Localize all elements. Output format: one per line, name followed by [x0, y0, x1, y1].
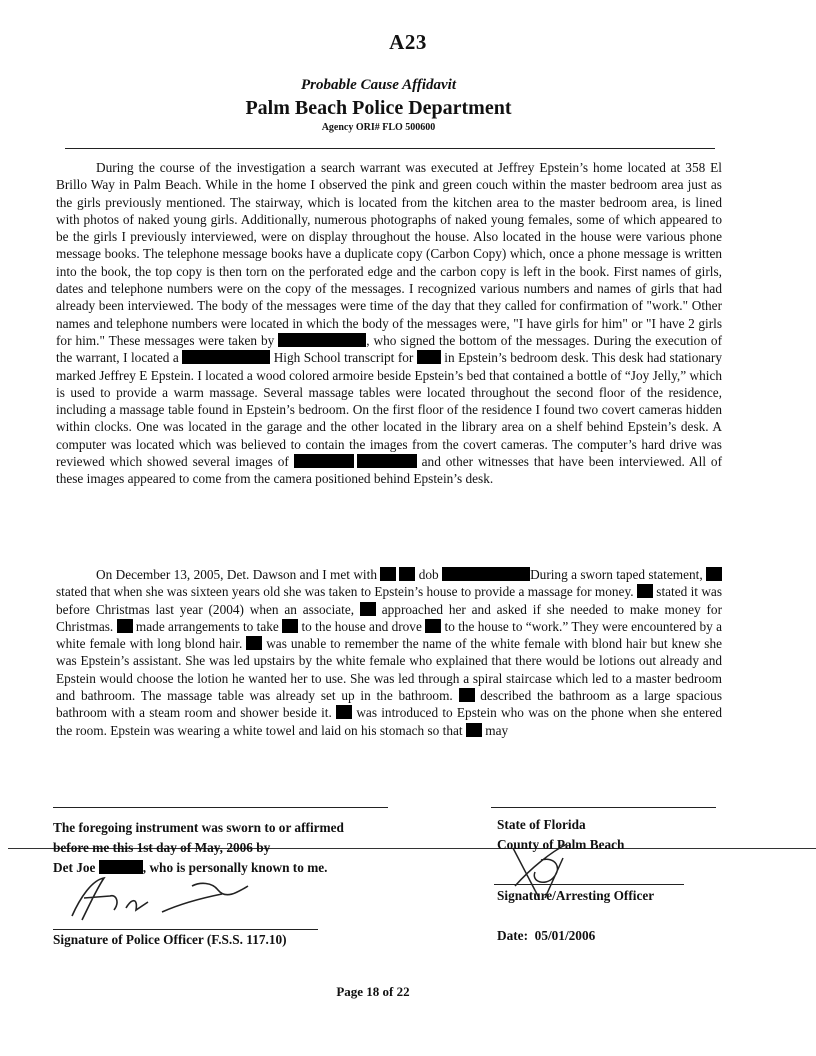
footer-rule-right — [491, 807, 716, 808]
paragraph-text: stated it was before Christmas last year (2004) when an associate, — [56, 584, 723, 617]
paragraph-text: to the house to “work.” They were encountered by a white female with long blond hair. — [56, 618, 722, 652]
redaction-block — [294, 454, 354, 468]
paragraph-text: During the course of the investigation a search warrant was executed at Jeffrey Epstein’s home located at 358 El Brillo Way in Palm Beach. While in the home I observed the pink and green couch within the master bedroom area just as the girls previously mentioned. The stairway, which is located from the kitchen area to the master bedroom area, is lined with photos of naked young girls. Additionally, numerous photographs of naked young females, some of which appeared to be the girls I previously interviewed, were on display throughout the house. Also located in the house were various phone message books. The telephone message books have a duplicate copy (Carbon Copy) which, once a phone message is written into the book, the top copy is then torn on the perforated edge and the carbon copy is left in the book. First names of girls, dates and telephone numbers were on the copy of the messages. I recognized various numbers and names of girls that had already been interviewed. The body of the messages were time of the day that they called for confirmation of "work." Other names and telephone numbers were located in which the body of the messages were, "I have girls for him" or "I have 2 girls for him." These messages were taken by — [56, 160, 722, 348]
footer-rule-left — [53, 807, 388, 808]
paragraph-text: stated that when she was sixteen years old she was taken to Epstein’s house to provide a massage for money. — [56, 584, 634, 600]
redaction-block — [182, 350, 270, 364]
paragraph-text: and other witnesses that have been interviewed. All of these images appeared to come from the camera positioned behind Epstein’s desk. — [56, 454, 723, 487]
redaction-block — [380, 567, 396, 581]
exhibit-stamp: A23 — [389, 30, 427, 54]
county-label: County of Palm Beach — [497, 837, 625, 852]
oath-det-label: Det Joe — [53, 860, 96, 875]
agency-ori: Agency ORI# FLO 500600 — [321, 122, 436, 133]
redaction-block — [278, 333, 366, 347]
signature-label-left: Signature of Police Officer (F.S.S. 117.10) — [53, 932, 287, 947]
paragraph-interview — [56, 566, 722, 739]
officer-signature — [62, 868, 272, 930]
state-label: State of Florida — [497, 817, 586, 832]
paragraph-text: to the house and drove — [301, 618, 422, 634]
redaction-block — [360, 602, 376, 616]
paragraph-text: was unable to remember the name of the white female with blond hair but knew she was Epstein’s assistant. She was led upstairs by the white female who explained that there would be lotions out already and Epstein would choose the lotion he wanted her to use. She was led through a spiral staircase which led to a master bedroom and bathroom. The massage table was already set up in the bathroom. — [56, 636, 722, 704]
oath-line: before me this 1st day of May, 2006 by — [53, 840, 271, 855]
paragraph-text: described the bathroom as a large spacious bathroom with a steam room and shower beside it. — [56, 688, 722, 721]
paragraph-search-warrant — [56, 159, 722, 488]
redaction-block — [459, 688, 475, 702]
signature-label-right: Signature/Arresting Officer — [497, 888, 655, 903]
redaction-block — [466, 723, 482, 737]
redaction-block — [117, 619, 133, 633]
redaction-block — [425, 619, 441, 633]
signature-line-right — [494, 884, 684, 885]
paragraph-text: made arrangements to take — [135, 618, 279, 634]
redaction-block — [637, 584, 653, 598]
paragraph-text: On December 13, 2005, Det. Dawson and I met with — [96, 567, 377, 582]
redaction-block — [357, 454, 417, 468]
page-number: Page 18 of 22 — [336, 984, 410, 999]
paragraph-text: approached her and asked if she needed to make money for Christmas. — [56, 601, 723, 634]
document-subtitle: Probable Cause Affidavit — [301, 77, 456, 93]
redaction-block — [282, 619, 298, 633]
redaction-block — [442, 567, 530, 581]
redaction-block — [246, 636, 262, 650]
paragraph-text: , who signed the bottom of the messages. During the execution of the warrant, I located a — [56, 332, 722, 366]
redaction-block — [399, 567, 415, 581]
redaction-block — [336, 705, 352, 719]
paragraph-text: High School transcript for — [273, 350, 414, 366]
date-value: 05/01/2006 — [534, 928, 596, 943]
redaction-block — [706, 567, 722, 581]
paragraph-text: in Epstein’s bedroom desk. This desk had stationary marked Jeffrey E Epstein. I located a wood colored armoire beside Epstein’s bed that contained a bottle of “Joy Jelly,” which is used to provide a warm massage. Several massage tables were located throughout the second floor of the residence, including a massage table found in Epstein’s bedroom. On the first floor of the residence I found two covert cameras hidden within clocks. One was located in the garage and the other located in the library area on a shelf behind Epstein’s desk. A computer was located which was believed to contain the images from the covert cameras. The computer’s hard drive was reviewed which showed several images of — [56, 350, 722, 470]
paragraph-text: may — [485, 722, 509, 738]
document-title: Palm Beach Police Department — [245, 97, 512, 119]
paragraph-text: During a sworn taped statement, — [530, 567, 703, 582]
paragraph-text: dob — [418, 567, 439, 582]
oath-line: The foregoing instrument was sworn to or affirmed — [53, 820, 344, 835]
oath-known-text: , who is personally known to me. — [142, 860, 328, 875]
date-label: Date: — [497, 928, 529, 943]
header-rule — [65, 148, 715, 149]
paragraph-text: was introduced to Epstein who was on the phone when she entered the room. Epstein was wearing a white towel and laid on his stomach so that — [56, 705, 723, 738]
date-line — [497, 926, 595, 946]
redaction-block — [417, 350, 441, 364]
